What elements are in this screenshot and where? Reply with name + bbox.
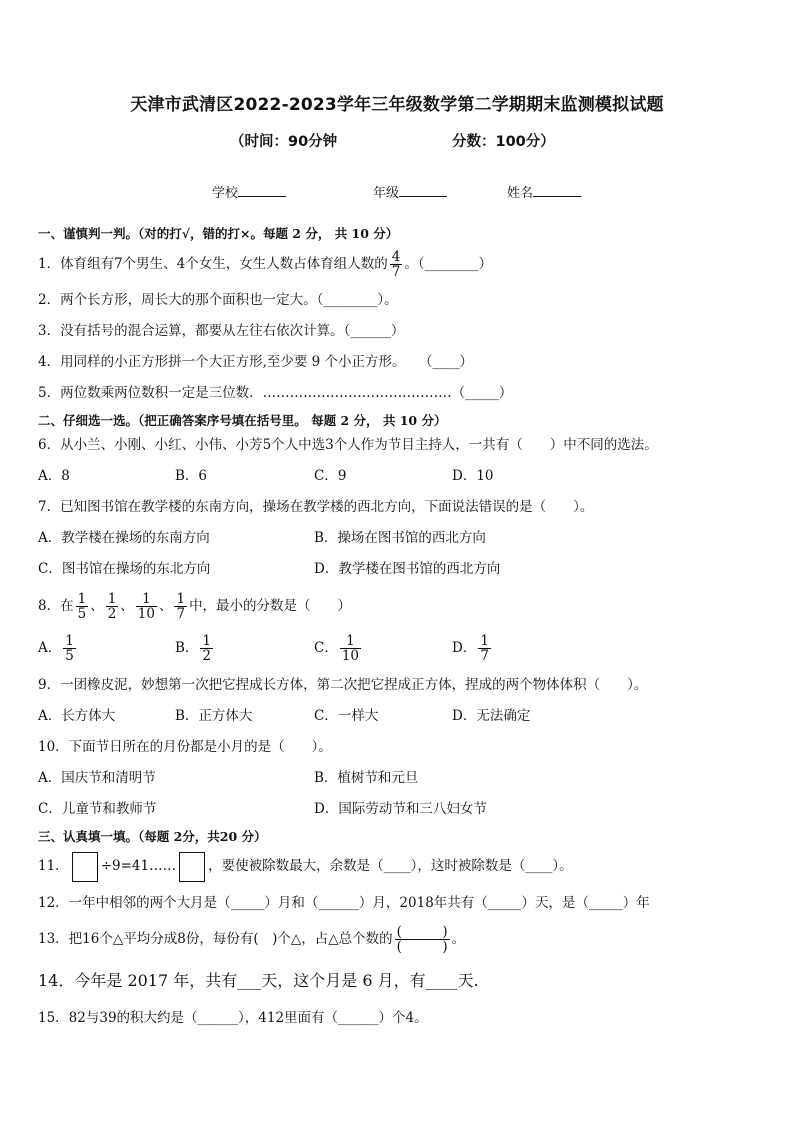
q9-option-d[interactable]: D．无法确定 bbox=[452, 708, 531, 724]
q13-fraction: $\frac{( )}{( )}$ bbox=[396, 924, 448, 955]
q1-answer: 。（________） bbox=[404, 256, 493, 272]
question-10: 10．下面节日所在的月份都是小月的是（ ）。 bbox=[38, 739, 332, 755]
question-7: 7．已知图书馆在教学楼的东南方向，操场在教学楼的西北方向，下面说法错误的是（ ）。 bbox=[38, 499, 594, 515]
q6-option-c[interactable]: C．9 bbox=[314, 468, 347, 484]
question-9: 9．一团橡皮泥，妙想第一次把它捏成长方体，第二次把它捏成正方体，捏成的两个物体体积（ ）。 bbox=[38, 677, 648, 693]
q8-option-c[interactable]: C． $\frac{1}{10}$ bbox=[314, 633, 360, 664]
school-field bbox=[212, 182, 286, 201]
question-2: 2．两个长方形，周长大的那个面积也一定大。（________）。 bbox=[38, 292, 398, 308]
question-6: 6．从小兰、小刚、小红、小伟、小芳5个人中选3个人作为节目主持人，一共有（ ）中不同的选法。 bbox=[38, 437, 658, 453]
exam-score: 分数：100分） bbox=[452, 134, 555, 150]
q8-fraction-3: $\frac{1}{10}$ bbox=[137, 591, 155, 622]
q8-option-d-fraction: $\frac{1}{7}$ bbox=[480, 633, 489, 664]
section2-heading: 二、仔细选一选。（把正确答案序号填在括号里。 每题 2 分， 共 10 分） bbox=[38, 413, 447, 428]
q8-option-a-fraction: $\frac{1}{5}$ bbox=[65, 633, 74, 664]
q8-option-b-fraction: $\frac{1}{2}$ bbox=[202, 633, 212, 664]
question-11: 11． ÷9=41…… ，要使被除数最大，余数是（____），这时被除数是（____）。 bbox=[38, 850, 573, 882]
q9-option-c[interactable]: C．一样大 bbox=[314, 708, 379, 724]
q1-text: 1．体育组有7个男生、4个女生，女生人数占体育组人数的 bbox=[38, 256, 388, 272]
section1-heading: 一、谨慎判一判。（对的打√，错的打×。每题 2 分， 共 10 分） bbox=[38, 226, 399, 241]
question-15: 15．82与39的积大约是（______），412里面有（______）个4。 bbox=[38, 1010, 428, 1026]
name-label: 姓名 bbox=[507, 186, 534, 201]
remainder-box[interactable] bbox=[179, 852, 205, 882]
q6-option-b[interactable]: B．6 bbox=[175, 468, 208, 484]
dividend-box[interactable] bbox=[72, 852, 98, 882]
q8-option-d[interactable]: D． $\frac{1}{7}$ bbox=[452, 633, 489, 664]
question-14: 14．今年是 2017 年，共有___天，这个月是 6 月，有____天. bbox=[38, 971, 479, 990]
q10-option-b[interactable]: B．植树节和元旦 bbox=[314, 770, 419, 786]
q8-fraction-4: $\frac{1}{7}$ bbox=[176, 591, 186, 622]
grade-field bbox=[373, 182, 447, 201]
q8-fraction-2: $\frac{1}{2}$ bbox=[107, 591, 117, 622]
q8-option-a[interactable]: A． $\frac{1}{5}$ bbox=[38, 633, 74, 664]
q8-option-c-fraction: $\frac{1}{10}$ bbox=[341, 633, 360, 664]
q7-option-c[interactable]: C．图书馆在操场的东北方向 bbox=[38, 561, 211, 577]
name-blank[interactable] bbox=[533, 183, 581, 197]
question-13: 13．把16个△平均分成8份，每份有( )个△，占△总个数的 $\frac{( )}{( )}$ 。 bbox=[38, 924, 466, 955]
question-12: 12．一年中相邻的两个大月是（_____）月和（______）月，2018年共有（_____）天，是（_____）年 bbox=[38, 895, 650, 911]
question-8: 8．在 $\frac{1}{5}$ 、 $\frac{1}{2}$ 、 $\frac{1}{10}$ 、 $\frac{1}{7}$ 中，最小的分数是（ ） bbox=[38, 591, 352, 622]
question-1 bbox=[38, 248, 492, 280]
school-label: 学校 bbox=[212, 186, 239, 201]
q10-option-c[interactable]: C．儿童节和教师节 bbox=[38, 801, 157, 817]
q8-prefix: 8．在 bbox=[38, 598, 74, 614]
q9-option-a[interactable]: A．长方体大 bbox=[38, 708, 116, 724]
name-field bbox=[507, 182, 581, 201]
grade-blank[interactable] bbox=[399, 183, 447, 197]
q6-option-d[interactable]: D．10 bbox=[452, 468, 494, 484]
q8-fraction-1: $\frac{1}{5}$ bbox=[77, 591, 87, 622]
q10-option-d[interactable]: D．国际劳动节和三八妇女节 bbox=[314, 801, 487, 817]
q7-option-a[interactable]: A．教学楼在操场的东南方向 bbox=[38, 530, 210, 546]
q6-option-a[interactable]: A．8 bbox=[38, 468, 70, 484]
question-5: 5．两位数乘两位数积一定是三位数．……………………………………（_____） bbox=[38, 385, 513, 401]
q10-option-a[interactable]: A．国庆节和清明节 bbox=[38, 770, 156, 786]
question-4: 4．用同样的小正方形拼一个大正方形,至少要 9 个小正方形。 （____） bbox=[38, 354, 474, 370]
school-blank[interactable] bbox=[238, 183, 286, 197]
question-3: 3．没有括号的混合运算，都要从左往右依次计算。（______） bbox=[38, 323, 405, 339]
q9-option-b[interactable]: B．正方体大 bbox=[175, 708, 253, 724]
page-title: 天津市武清区2022-2023学年三年级数学第二学期期末监测模拟试题 bbox=[130, 95, 664, 115]
q8-option-b[interactable]: B． $\frac{1}{2}$ bbox=[175, 633, 212, 664]
exam-time: （时间：90分钟 bbox=[230, 134, 338, 150]
q7-option-b[interactable]: B．操场在图书馆的西北方向 bbox=[314, 530, 486, 546]
q7-option-d[interactable]: D．教学楼在图书馆的西北方向 bbox=[314, 561, 501, 577]
grade-label: 年级 bbox=[373, 186, 400, 201]
q1-fraction: $\frac{4}{7}$ bbox=[391, 249, 401, 280]
q8-suffix: 中，最小的分数是（ ） bbox=[189, 598, 352, 614]
section3-heading: 三、认真填一填。（每题 2分，共20 分） bbox=[38, 829, 267, 844]
